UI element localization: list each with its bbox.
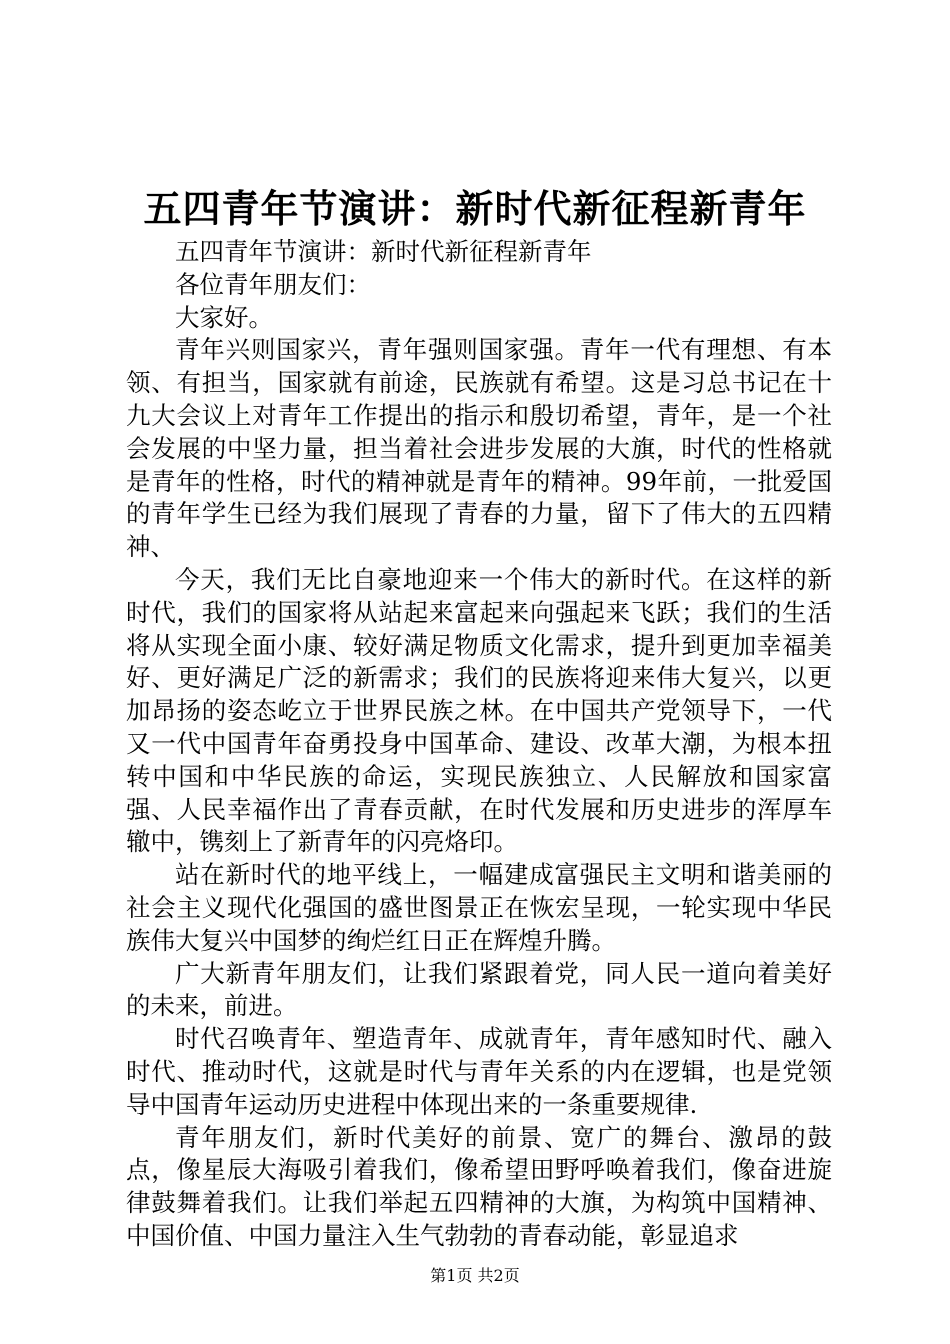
paragraph-subtitle: 五四青年节演讲：新时代新征程新青年	[175, 237, 592, 266]
paragraph: 今天，我们无比自豪地迎来一个伟大的新时代。在这样的新时代，我们的国家将从站起来富起来向强起来飞跃；我们的生活将从实现全面小康、较好满足物质文化需求，提升到更加幸福美好、更好满足广泛的新需求；我们的民族将迎来伟大复兴，以更加昂扬的姿态屹立于世界民族之林。在中国共产党领导下，一代又一代中国青年奋勇投身中国革命、建设、改革大潮，为根本扭转中国和中华民族的命运，实现民族独立、人民解放和国家富强、人民幸福作出了青春贡献，在时代发展和历史进步的浑厚车辙中，镌刻上了新青年的闪亮烙印。	[126, 564, 832, 857]
paragraph-greeting: 大家好。	[175, 302, 273, 332]
paragraph: 青年兴则国家兴，青年强则国家强。青年一代有理想、有本领、有担当，国家就有前途，民族就有希望。这是习总书记在十九大会议上对青年工作提出的指示和殷切希望，青年，是一个社会发展的中坚力量，担当着社会进步发展的大旗，时代的性格就是青年的性格，时代的精神就是青年的精神。99年前，一批爱国的青年学生已经为我们展现了青春的力量，留下了伟大的五四精神、	[126, 335, 832, 562]
page-footer: 第1页 共2页	[430, 1266, 520, 1285]
document-body	[126, 236, 832, 1253]
paragraph: 站在新时代的地平线上，一幅建成富强民主文明和谐美丽的社会主义现代化强国的盛世图景正在恢宏呈现，一轮实现中华民族伟大复兴中国梦的绚烂红日正在辉煌升腾。	[126, 860, 832, 955]
paragraph-salutation: 各位青年朋友们：	[175, 269, 371, 299]
paragraph: 青年朋友们，新时代美好的前景、宽广的舞台、激昂的鼓点，像星辰大海吸引着我们，像希望田野呼唤着我们，像奋进旋律鼓舞着我们。让我们举起五四精神的大旗，为构筑中国精神、中国价值、中国力量注入生气勃勃的青春动能，彰显追求	[126, 1122, 832, 1250]
document-title: 五四青年节演讲：新时代新征程新青年	[143, 186, 807, 231]
paragraph: 广大新青年朋友们，让我们紧跟着党，同人民一道向着美好的未来，前进。	[126, 958, 832, 1021]
paragraph: 时代召唤青年、塑造青年、成就青年，青年感知时代、融入时代、推动时代，这就是时代与青年关系的内在逻辑，也是党领导中国青年运动历史进程中体现出来的一条重要规律.	[126, 1024, 832, 1119]
